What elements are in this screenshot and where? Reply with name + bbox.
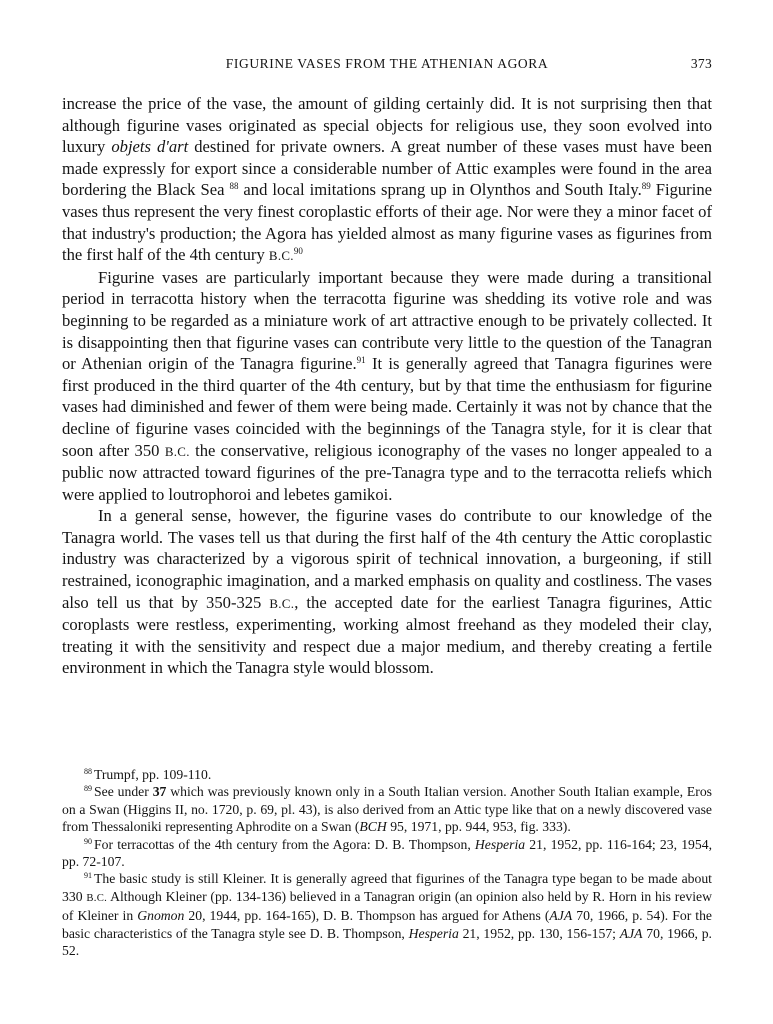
footnote-text: 21, 1952, pp. 130, 156-157; xyxy=(458,925,620,941)
footnote-ref-89[interactable]: 89 xyxy=(641,181,651,192)
running-header xyxy=(62,56,712,76)
footnote-text: For terracottas of the 4th century from the Agora: D. B. Thompson, xyxy=(94,836,475,852)
footnote-number: 89 xyxy=(84,784,92,794)
footnote-text: Although Kleiner (pp. 134-136) believed in a Tanagran origin (an opinion also held by R. Horn in his review of Kleiner in xyxy=(62,888,712,924)
text-run: the conservative, religious iconography of the vases no longer appealed to a public now attracted toward figurines of the pre-Tanagra type and to the terracotta reliefs which were applied to loutrophoroi and lebetes gamikoi. xyxy=(62,440,712,504)
footnote-text: Trumpf, pp. 109-110. xyxy=(94,767,212,782)
journal-title: AJA xyxy=(549,908,573,924)
paragraph-2 xyxy=(62,267,712,506)
text-run: It is generally agreed that Tanagra figurines were first produced in the third quarter of the 4th century, but by that time the enthusiasm for figurine vases had diminished and fewer of them were being made. Certainly it was not by chance that the decline of figurine vases coincided with the beginnings of the Tanagra style, for it is clear that soon after 350 xyxy=(62,354,712,460)
text-run: increase the price of the vase, the amount of gilding certainly did. It is not surprising then that although figurine vases originated as special objects for religious use, they soon evolved into luxury xyxy=(62,94,712,157)
text-run: and local imitations sprang up in Olynthos and South Italy. xyxy=(238,180,642,200)
footnote-89 xyxy=(62,783,712,835)
journal-title: Hesperia xyxy=(474,836,526,852)
journal-title: Gnomon xyxy=(137,908,185,924)
page-number: 373 xyxy=(690,56,712,71)
journal-title: Hesperia xyxy=(408,925,459,941)
text-run: , the accepted date for the earliest Tanagra figurines, Attic coroplasts were restless, experimenting, working almost freehand as they modeled their clay, treating it with the sensitivity and respect due a major medium, and thereby creating a fertile environment in which the Tanagra style would blossom. xyxy=(62,592,712,678)
footnote-text: 95, 1971, pp. 944, 953, fig. 333). xyxy=(386,819,571,835)
footnote-90 xyxy=(62,836,712,871)
text-run: In a general sense, however, the figurine vases do contribute to our knowledge of the Tanagra world. The vases tell us that during the first half of the 4th century the Attic coroplastic industry was characterized by a vigorous spirit of technical innovation, a burgeoning, if still restrained, iconographic imagination, and a marked emphasis on quality and costliness. The vases also tell us that by 350-325 xyxy=(62,506,712,612)
journal-title: AJA xyxy=(619,925,643,941)
era-abbrev: B.C. xyxy=(269,595,295,611)
footnote-ref-91[interactable]: 91 xyxy=(356,355,366,366)
italic-term: objets d'art xyxy=(111,137,189,157)
footnote-text: 21, 1952, pp. 116-164; 23, 1954, pp. 72-107. xyxy=(62,836,712,870)
footnote-text: See under xyxy=(94,784,153,800)
footnote-ref-90[interactable]: 90 xyxy=(293,246,303,257)
footnote-text: The basic study is still Kleiner. It is generally agreed that figurines of the Tanagra type began to be made about 330 xyxy=(62,871,712,904)
footnote-text: which was previously known only in a South Italian version. Another South Italian example, Eros on a Swan (Higgins II, no. 1720, p. 69, pl. 43), is also derived from an Attic type like that on a newly discovered vase from Thessaloniki representing Aphrodite on a Swan ( xyxy=(62,784,712,835)
paragraph-1 xyxy=(62,93,712,267)
text-run: destined for private owners. A great number of these vases must have been made expressly for export since a considerable number of Attic examples were found in the area bordering the Black Sea xyxy=(62,137,712,200)
footnote-text: 70, 1966, p. 52. xyxy=(62,925,712,959)
era-abbrev: B.C. xyxy=(164,443,190,459)
paragraph-3 xyxy=(62,505,712,679)
footnote-number: 90 xyxy=(84,836,92,846)
journal-title: BCH xyxy=(359,819,387,835)
running-title: FIGURINE VASES FROM THE ATHENIAN AGORA xyxy=(225,56,549,71)
text-run: Figurine vases are particularly important because they were made during a transitional period in terracotta history when the terracotta figurine was shedding its votive role and was beginning to be regarded as a miniature work of art attractive enough to be privately collected. It is disappointing then that figurine vases can contribute very little to the question of the Tanagran or Athenian origin of the Tanagra figurine. xyxy=(62,267,712,374)
footnote-number: 88 xyxy=(84,767,92,776)
footnote-text: 20, 1944, pp. 164-165), D. B. Thompson has argued for Athens ( xyxy=(184,908,550,924)
main-text xyxy=(62,93,712,679)
footnote-91 xyxy=(62,870,712,959)
era-abbrev: B.C. xyxy=(268,248,294,264)
era-abbrev: B.C. xyxy=(86,891,108,904)
footnote-ref-88[interactable]: 88 xyxy=(229,181,239,192)
footnotes xyxy=(62,766,712,959)
text-run: Figurine vases thus represent the very finest coroplastic efforts of their age. Nor were they a minor facet of that industry's production; the Agora has yielded almost as many figurine vases as figurines from the first half of the 4th century xyxy=(62,180,712,265)
footnote-88 xyxy=(62,766,712,783)
footnote-number: 91 xyxy=(84,871,92,881)
catalogue-ref: 37 xyxy=(152,784,167,800)
footnote-text: 70, 1966, p. 54). For the basic characteristics of the Tanagra style see D. B. Thompson, xyxy=(62,908,713,941)
